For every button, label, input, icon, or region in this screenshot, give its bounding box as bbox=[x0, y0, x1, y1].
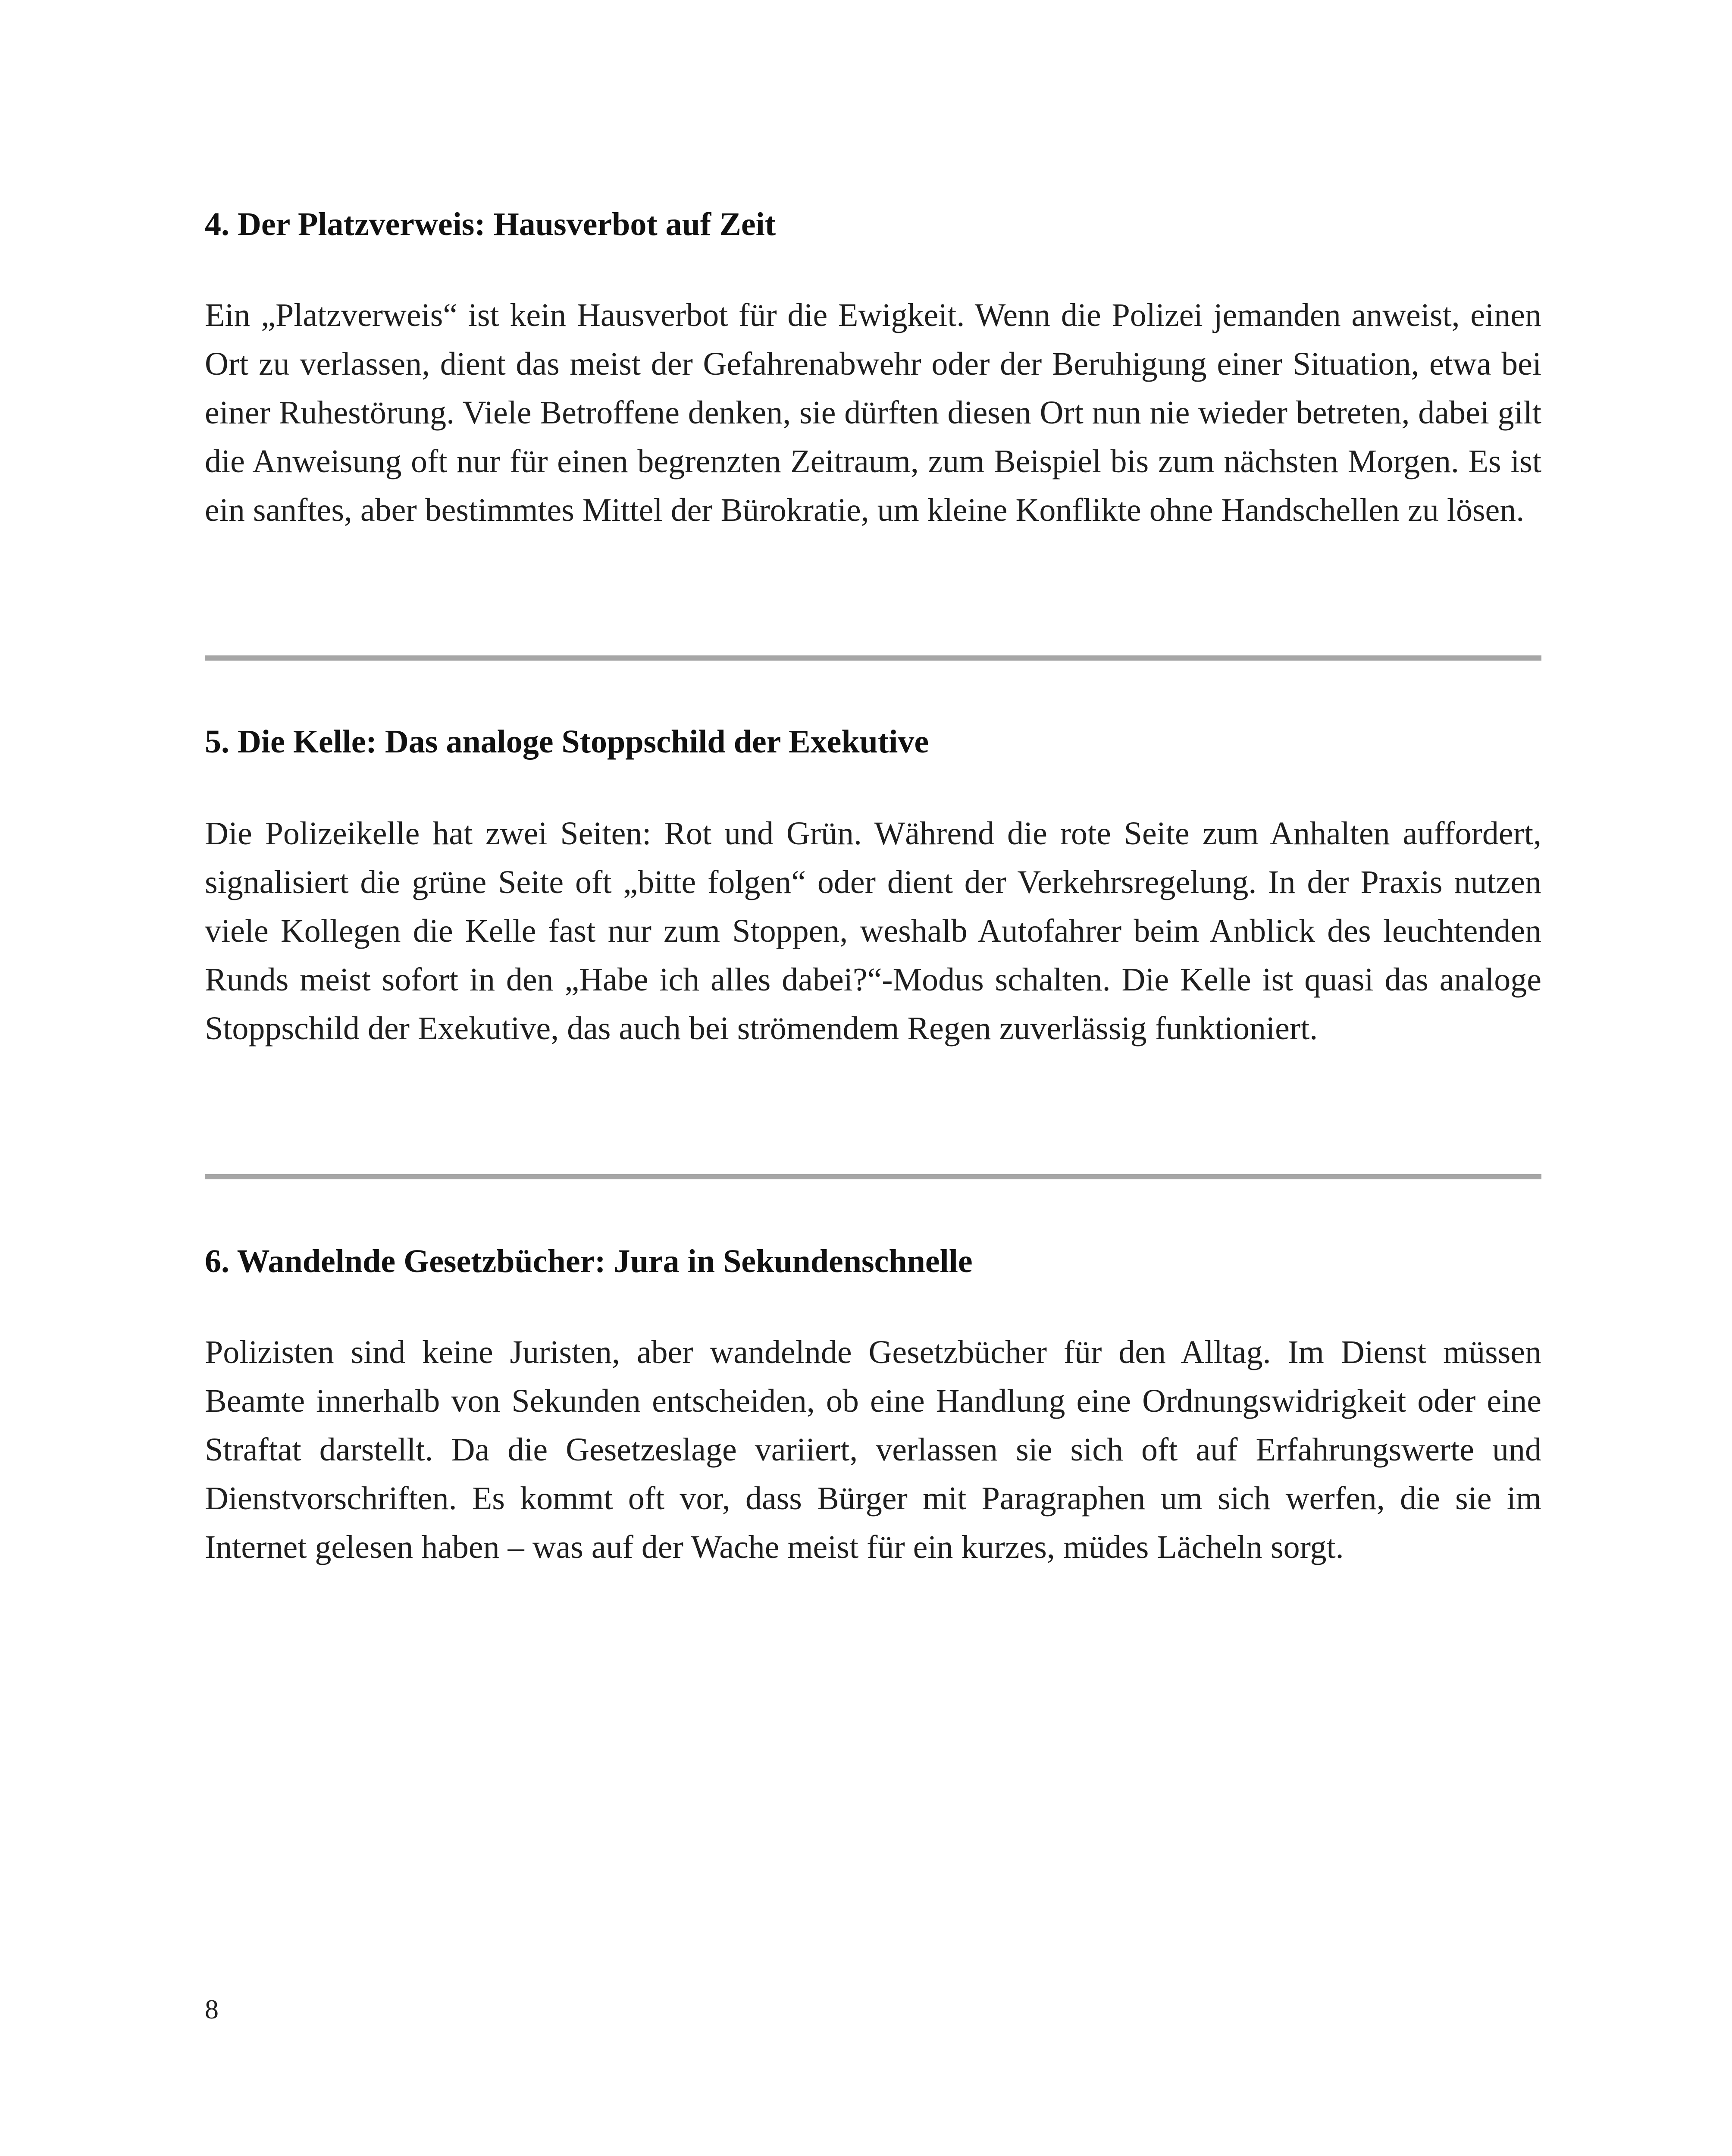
page-number: 8 bbox=[205, 1994, 219, 2024]
section-divider bbox=[205, 1174, 1541, 1179]
document-page bbox=[205, 0, 1541, 2156]
section-5-paragraph: Die Polizeikelle hat zwei Seiten: Rot und Grün. Während die rote Seite zum Anhalten auffordert, signalisiert die grüne Seite oft „bitte folgen“ oder dient der Verkehrsregelung. In der Praxis nutzen viele Kollegen die Kelle fast nur zum Stoppen, weshalb Autofahrer beim Anblick des leuchtenden Runds meist sofort in den „Habe ich alles dabei?“-Modus schalten. Die Kelle ist quasi das analoge Stoppschild der Exekutive, das auch bei strömendem Regen zuverlässig funktioniert. bbox=[205, 815, 1541, 1047]
section-6-paragraph: Polizisten sind keine Juristen, aber wandelnde Gesetzbücher für den Alltag. Im Dienst müssen Beamte innerhalb von Sekunden entscheiden, ob eine Handlung eine Ordnungswidrigkeit oder eine Straftat darstellt. Da die Gesetzeslage variiert, verlassen sie sich oft auf Erfahrungswerte und Dienstvorschriften. Es kommt oft vor, dass Bürger mit Paragraphen um sich werfen, die sie im Internet gelesen haben – was auf der Wache meist für ein kurzes, müdes Lächeln sorgt. bbox=[205, 1334, 1541, 1565]
section-5-heading: 5. Die Kelle: Das analoge Stoppschild der Exekutive bbox=[205, 724, 929, 760]
section-4-heading: 4. Der Platzverweis: Hausverbot auf Zeit bbox=[205, 206, 776, 242]
section-divider bbox=[205, 655, 1541, 661]
section-4-paragraph: Ein „Platzverweis“ ist kein Hausverbot für die Ewigkeit. Wenn die Polizei jemanden anweist, einen Ort zu verlassen, dient das meist der Gefahrenabwehr oder der Beruhigung einer Situation, etwa bei einer Ruhestörung. Viele Betroffene denken, sie dürften diesen Ort nun nie wieder betreten, dabei gilt die Anweisung oft nur für einen begrenzten Zeitraum, zum Beispiel bis zum nächsten Morgen. Es ist ein sanftes, aber bestimmtes Mittel der Bürokratie, um kleine Konflikte ohne Handschellen zu lösen. bbox=[205, 297, 1541, 528]
section-6-heading: 6. Wandelnde Gesetzbücher: Jura in Sekundenschnelle bbox=[205, 1243, 973, 1279]
